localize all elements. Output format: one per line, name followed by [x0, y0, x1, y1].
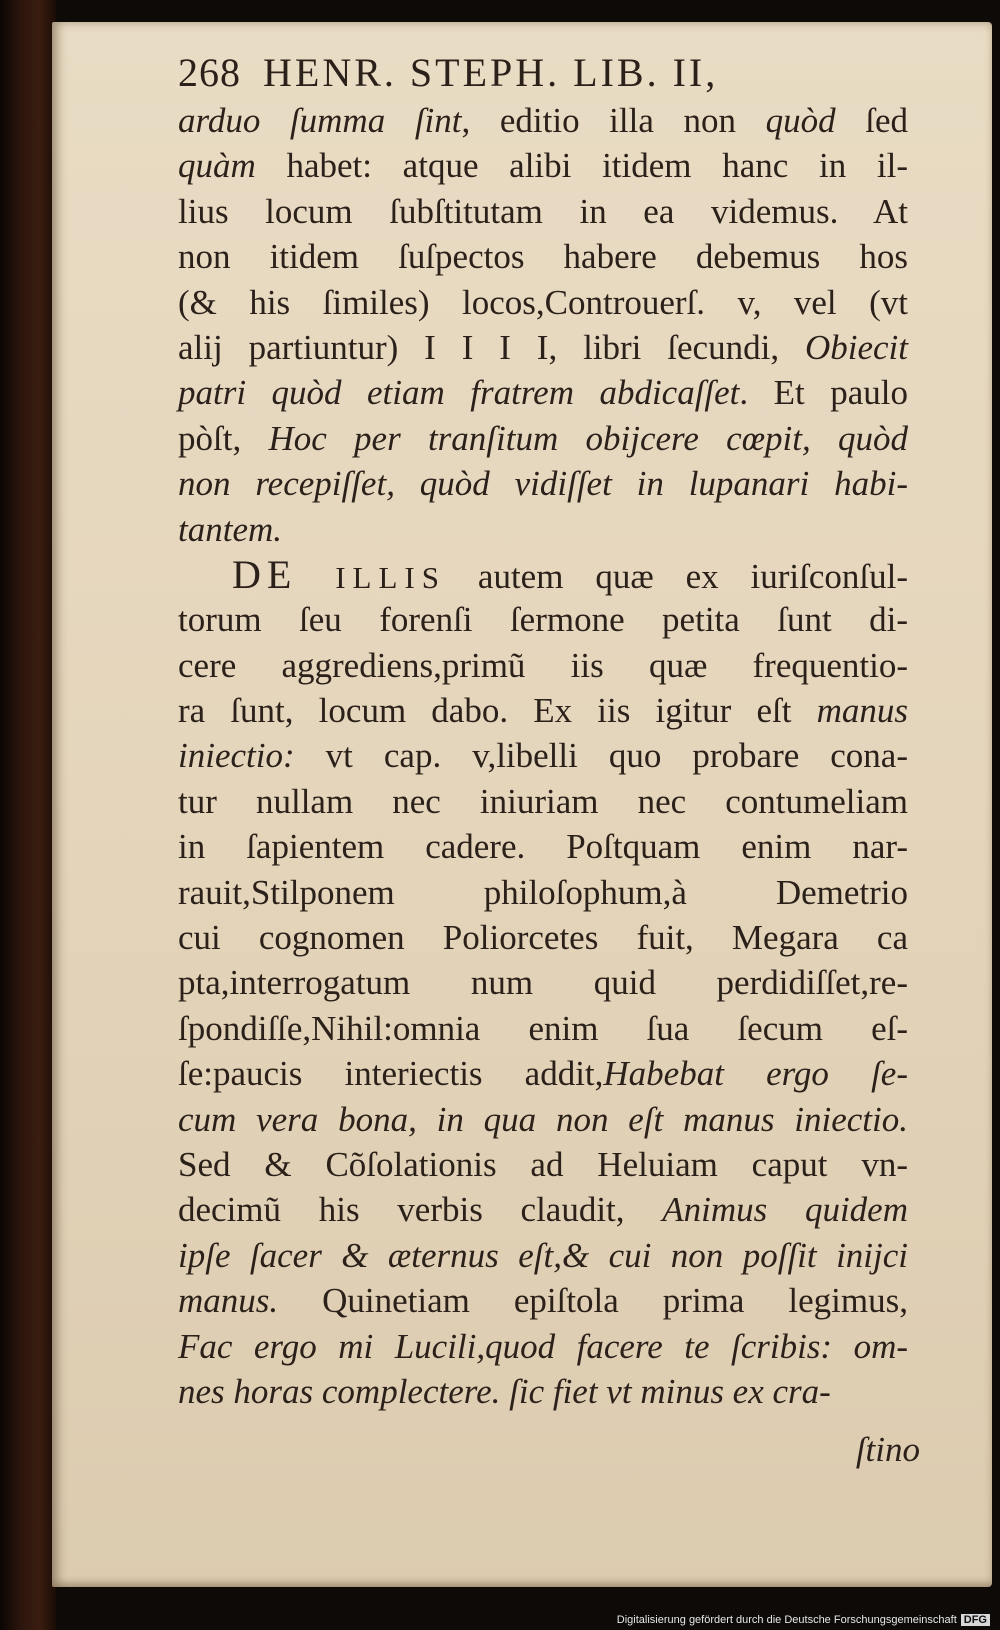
italic-text: Obiecit: [804, 327, 908, 367]
text-line: [178, 643, 908, 688]
dfg-badge: DFG: [961, 1614, 990, 1626]
roman-text: , editio illa non: [461, 101, 766, 140]
roman-text: tur nullam nec iniuriam nec contumeliam: [178, 781, 908, 821]
digitization-credit: [617, 1614, 990, 1626]
roman-text: habet: atque alibi itidem hanc in il-: [255, 146, 908, 186]
roman-text: pta,interrogatum num quid perdidiſſet,re-: [178, 963, 908, 1003]
roman-text: lius locum ſubſtitutam in ea videmus. At: [178, 191, 908, 231]
text-line: [178, 325, 908, 370]
roman-text: alij partiuntur) I I I I, libri ſecundi,: [178, 327, 805, 367]
roman-text: Quinetiam epiſtola prima legimus,: [278, 1281, 908, 1321]
running-header: [178, 48, 908, 98]
roman-text: in ſapientem cadere. Poſtquam enim nar-: [178, 827, 908, 867]
italic-text: quòd: [765, 101, 836, 140]
text-line: [178, 779, 908, 824]
text-line: [178, 960, 908, 1005]
text-line: [178, 507, 908, 552]
italic-text: manus.: [178, 1281, 279, 1321]
roman-text: cui cognomen Poliorcetes fuit, Megara ca: [178, 918, 908, 958]
roman-text: non itidem ſuſpectos habere debemus hos: [178, 237, 908, 277]
credit-text: Digitalisierung gefördert durch die Deutsche Forschungsgemeinschaft: [616, 1614, 957, 1626]
roman-text: decimũ his verbis claudit,: [178, 1190, 663, 1230]
text-line: [178, 143, 908, 188]
text-line: [178, 98, 908, 143]
text-line: [178, 1324, 908, 1369]
text-line: [178, 1097, 908, 1142]
text-line: [178, 234, 908, 279]
roman-text: ILLIS: [297, 559, 446, 595]
page-text: [178, 48, 908, 1414]
text-line: [178, 1051, 908, 1096]
text-line: [178, 1233, 908, 1278]
text-line: [178, 416, 908, 461]
italic-text: Habebat ergo ſe-: [603, 1054, 908, 1094]
roman-text: ra ſunt, locum dabo. Ex iis igitur eſt: [178, 691, 817, 731]
italic-text: quàm: [178, 146, 256, 186]
text-line: [178, 1369, 908, 1414]
text-line: [178, 461, 908, 506]
italic-text: patri quòd etiam fratrem abdicaſſet: [178, 373, 740, 413]
italic-text: Animus quidem: [662, 1190, 908, 1230]
roman-text: (& his ſimiles) locos,Controuerſ. v, vel (vt: [178, 282, 908, 322]
roman-text: pòſt,: [178, 418, 269, 458]
book-spine: [0, 0, 56, 1630]
text-line: [178, 1142, 908, 1187]
text-line: [178, 1187, 908, 1232]
italic-text: manus: [816, 691, 908, 731]
text-line: [178, 915, 908, 960]
roman-text: ſe:paucis interiectis addit,: [178, 1054, 604, 1094]
italic-text: iniectio:: [178, 736, 295, 776]
text-line: [178, 189, 908, 234]
running-title: HENR. STEPH. LIB. II,: [263, 50, 719, 95]
roman-text: DE: [232, 551, 298, 597]
italic-text: Fac ergo mi Lucili,quod facere te ſcribis: om-: [178, 1326, 908, 1366]
roman-text: Sed & Cõſolationis ad Heluiam caput vn-: [178, 1144, 908, 1184]
catchword: ſtino: [855, 1430, 920, 1469]
text-line: [178, 824, 908, 869]
italic-text: cum vera bona, in qua non eſt manus iniectio.: [178, 1099, 908, 1139]
text-line: [178, 370, 908, 415]
roman-text: torum ſeu forenſi ſermone petita ſunt di-: [178, 600, 908, 640]
italic-text: Hoc per tranſitum obijcere cœpit, quòd: [268, 418, 908, 458]
body-text: [178, 98, 908, 1414]
italic-text: arduo ſumma ſint: [178, 101, 462, 140]
roman-text: rauit,Stilponem philoſophum,à Demetrio: [178, 872, 908, 912]
roman-text: vt cap. v,libelli quo probare cona-: [294, 736, 908, 776]
text-line: [178, 733, 908, 778]
page-number: 268: [178, 50, 241, 95]
roman-text: . Et paulo: [739, 373, 908, 413]
roman-text: cere aggrediens,primũ iis quæ frequentio-: [178, 645, 908, 685]
italic-text: non recepiſſet, quòd vidiſſet in lupanari habi-: [178, 464, 908, 504]
text-line: [178, 1278, 908, 1323]
italic-text: ipſe ſacer & æternus eſt,& cui non poſſit inijci: [178, 1235, 908, 1275]
text-line: [178, 597, 908, 642]
text-line: [178, 280, 908, 325]
text-line: [178, 688, 908, 733]
roman-text: ſed: [835, 101, 908, 140]
italic-text: nes horas complectere. ſic fiet vt minus ex cra-: [178, 1371, 831, 1411]
text-line: [178, 870, 908, 915]
roman-text: ſpondiſſe,Nihil:omnia enim ſua ſecum eſ-: [178, 1008, 908, 1048]
text-line: [178, 1006, 908, 1051]
roman-text: autem quæ ex iuriſconſul-: [446, 556, 908, 596]
text-line: [178, 552, 908, 597]
italic-text: tantem.: [178, 509, 283, 549]
